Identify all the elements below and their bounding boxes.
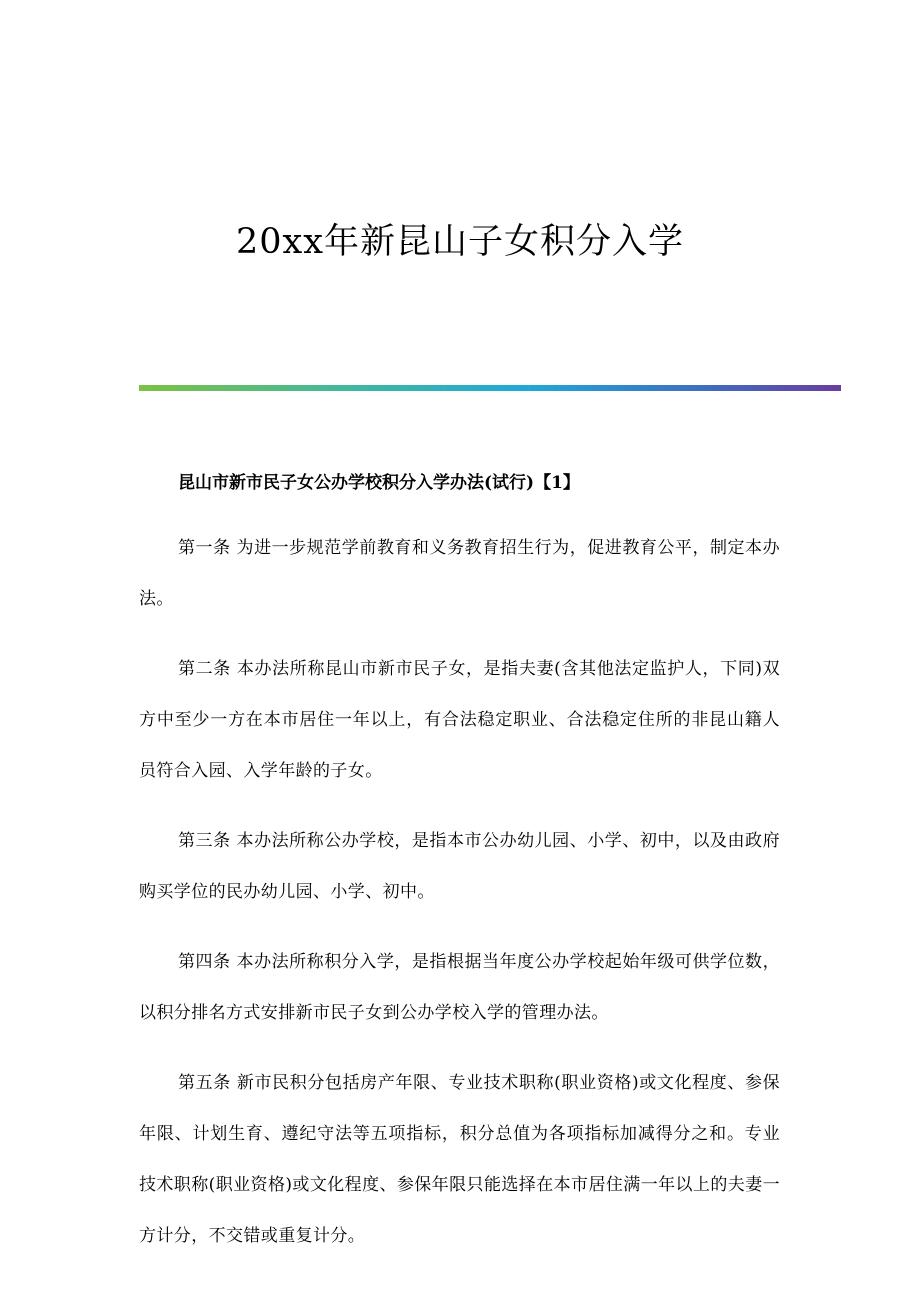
article-2-paragraph: 第二条 本办法所称昆山市新市民子女，是指夫妻(含其他法定监护人，下同)双方中至少一方在本市居住一年以上，有合法稳定职业、合法稳定住所的非昆山籍人员符合入园、入学年龄的子女。 (139, 659, 780, 781)
article-3-paragraph: 第三条 本办法所称公办学校，是指本市公办幼儿园、小学、初中，以及由政府购买学位的民办幼儿园、小学、初中。 (139, 831, 780, 902)
section-heading: 昆山市新市民子女公办学校积分入学办法(试行)【1】 (178, 473, 580, 493)
document-body (139, 465, 780, 1281)
document-title: 20xx年新昆山子女积分入学 (235, 222, 684, 262)
article-4-paragraph: 第四条 本办法所称积分入学，是指根据当年度公办学校起始年级可供学位数，以积分排名方式安排新市民子女到公办学校入学的管理办法。 (139, 952, 780, 1023)
article-5-paragraph: 第五条 新市民积分包括房产年限、专业技术职称(职业资格)或文化程度、参保年限、计划生育、遵纪守法等五项指标，积分总值为各项指标加减得分之和。专业技术职称(职业资格)或文化程度、参保年限只能选择在本市居住满一年以上的夫妻一方计分，不交错或重复计分。 (139, 1073, 780, 1246)
article-1-paragraph: 第一条 为进一步规范学前教育和义务教育招生行为，促进教育公平，制定本办法。 (139, 538, 780, 609)
title-divider (139, 385, 841, 391)
